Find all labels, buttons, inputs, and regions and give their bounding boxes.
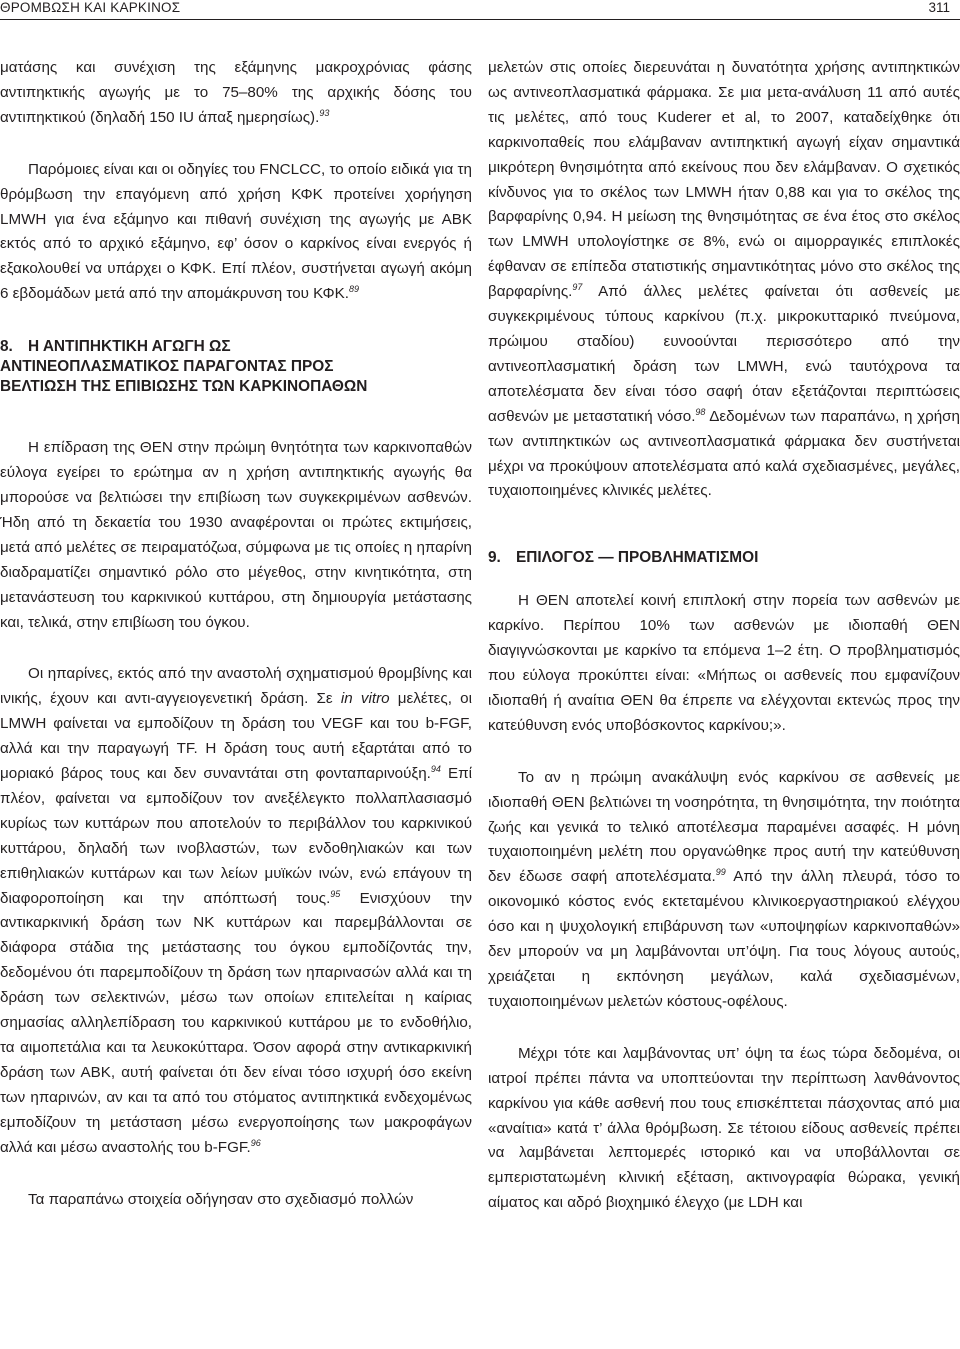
paragraph-effect	[0, 436, 472, 635]
paragraph-text: ματάσης και συνέχιση της εξάμηνης μακροχρόνιας φάσης αντιπηκτικής αγωγής με το 75–80% της αρχικής δόσης του αντιπηκτικού (δηλαδή 150 IU άπαξ ημερησίως).	[0, 59, 472, 126]
paragraph-epilogue	[488, 589, 960, 738]
section-number: 9.	[488, 549, 501, 567]
reference-marker: 93	[319, 107, 330, 118]
reference-marker: 97	[572, 282, 583, 293]
heading-line: ΕΠΙΛΟΓΟΣ — ΠΡΟΒΛΗΜΑΤΙΣΜΟΙ	[516, 549, 759, 567]
reference-marker: 89	[348, 284, 359, 295]
left-column	[0, 56, 472, 1212]
paragraph-meta-analysis	[488, 56, 960, 504]
paragraph-recommendation	[488, 1042, 960, 1216]
reference-marker: 94	[430, 764, 441, 775]
paragraph-text: Οι ηπαρίνες, εκτός από την αναστολή σχηματισμού θρομβίνης και ινικής, έχουν και αντι-αγγειογενετική δράση. Σε	[0, 665, 472, 708]
heading-line: ΑΝΤΙΝΕΟΠΛΑΣΜΑΤΙΚΟΣ ΠΑΡΑΓΟΝΤΑΣ ΠΡΟΣ	[0, 358, 334, 376]
heading-line: Η ΑΝΤΙΠΗΚΤΙΚΗ ΑΓΩΓΗ ΩΣ	[28, 338, 231, 356]
paragraph-text: Ενισχύουν την αντικαρκινική δράση των NK κυττάρων και παρεμβάλλονται σε διάφορα στάδια της μετάστασης του όγκου εμποδίζοντάς την, δεδομένου ότι παρεμποδίζουν τη δράση των ηπαρινασών αλλά και τη δράση των σελεκτινών, μέσω των οποίων επιτελείται η καίριας σημασίας αλληλεπίδραση του καρκινικού κυττάρου με το ενδοθήλιο, τα αιμοπετάλια και τα λευκοκύτταρα. Όσον αφορά στην αντικαρκινική δράση των ΑΒΚ, αυτή φαίνεται ότι δεν είναι τόσο ισχυρή όσο εκείνη των ηπαρινών, αν και τα από του στόματος αντιπηκτικά ενδεχομένως εμποδίζουν τη μετάσταση μέσω ενεργοποίησης των μακροφάγων αλλά και μέσω αναστολής του b-FGF.	[0, 889, 472, 1156]
reference-marker: 98	[695, 406, 706, 417]
page-number: 311	[928, 0, 950, 15]
paragraph-text: Επί πλέον, φαίνεται να εμποδίζουν τον ανεξέλεγκτο πολλαπλασιασμό κυρίως των κυττάρων που αποτελούν το περιβάλλον του καρκινικού κυττάρου, δηλαδή των ινοβλαστών, των ενδοθηλιακών και των επιθηλιακών κυττάρων και των λείων μυϊκών ινών, ενώ επάγουν τη διαφοροποίηση και την απόπτωσή τους.	[0, 765, 472, 907]
paragraph-continued	[0, 56, 472, 131]
header-rule	[0, 19, 960, 20]
paragraph-fnclcc	[0, 158, 472, 307]
reference-marker: 99	[715, 867, 726, 878]
paragraph-text: Παρόμοιες είναι και οι οδηγίες του FNCLCC, το οποίο ειδικά για τη θρόμβωση την επαγόμενη από χρήση ΚΦΚ προτείνει χορήγηση LMWH για ένα εξάμηνο και πιθανή συνέχιση της αγωγής με ΑΒΚ εκτός από το αρχικό εξάμηνο, εφ’ όσον ο καρκίνος είναι ενεργός ή εξακολουθεί να υπάρχει ο ΚΦΚ. Επί πλέον, συστήνεται αγωγή ακόμη 6 εβδομάδων μετά από την απομάκρυνση του ΚΦΚ.	[0, 160, 472, 303]
paragraph-text: Η επίδραση της ΘΕΝ στην πρώιμη θνητότητα των καρκινοπαθών εύλογα εγείρει το ερώτημα αν η χρήση αντιπηκτικής αγωγής θα μπορούσε να βελτιώσει την επιβίωση των συγκεκριμένων ασθενών. Ήδη από τη δεκαετία του 1930 αναφέρονται οι πρώτες εκτιμήσεις, μετά από μελέτες σε πειραματόζωα, σύμφωνα με τις οποίες η ηπαρίνη διαδραματίζει σημαντικό ρόλο στο μέγεθος, στην κινητικότητα, στη μετανάστευση του καρκινικού κυττάρου, στη δημιουργία μετάστασης και, τελικά, στην επιβίωση του όγκου.	[0, 439, 472, 631]
paragraph-early-detection	[488, 766, 960, 1015]
heading-line: ΒΕΛΤΙΩΣΗ ΤΗΣ ΕΠΙΒΙΩΣΗΣ ΤΩΝ ΚΑΡΚΙΝΟΠΑΘΩΝ	[0, 378, 368, 396]
paragraph-text: Τα παραπάνω στοιχεία οδήγησαν στο σχεδιασμό πολλών	[28, 1190, 414, 1208]
running-header-title: ΘΡΟΜΒΩΣΗ ΚΑΙ ΚΑΡΚΙΝΟΣ	[0, 0, 181, 15]
paragraph-heparins	[0, 662, 472, 1160]
paragraph-text: Μέχρι τότε και λαμβάνοντας υπ’ όψη τα έως τώρα δεδομένα, οι ιατροί πρέπει πάντα να υποπτεύονται την περίπτωση λανθάνοντος καρκίνου για κάθε ασθενή που τους επισκέπτεται πάσχοντας από μια «αναίτια» κατά τ’ άλλα θρόμβωση. Σε τέτοιου είδους ασθενείς πρέπει να λαμβάνεται λεπτομερές ιστορικό και να υποβάλλονται σε εμπεριστατωμένη κλινική εξέταση, ακτινογραφία θώρακα, γενική αίματος και αδρό βιοχημικό έλεγχο (με LDH και	[488, 1044, 960, 1212]
paragraph-studies	[0, 1188, 472, 1213]
section-heading-8	[0, 337, 472, 397]
paragraph-text: Από άλλες μελέτες φαίνεται ότι ασθενείς με συγκεκριμένους τύπους καρκίνου (π.χ. μικροκυτταρικό πνεύμονα, πρώιμου σταδίου) ευνοούνται περισσότερο από την αντινεοπλασματική δράση των LMWH, ενώ ταυτόχρονα τα αποτελέσματα δεν είναι τόσο σαφή όταν εξετάζονται περιπτώσεις ασθενών με μεταστατική νόσο.	[488, 283, 960, 425]
reference-marker: 96	[250, 1137, 261, 1148]
paragraph-text: Το αν η πρώιμη ανακάλυψη ενός καρκίνου σε ασθενείς με ιδιοπαθή ΘΕΝ βελτιώνει τη νοσηρότητα, τη θνησιμότητα, την ποιότητα ζωής και γενικά το τελικό αποτέλεσμα παραμένει ασαφές. Η μόνη τυχαιοποιημένη μελέτη που οργανώθηκε προς αυτή την κατεύθυνση δεν έδωσε σαφή αποτελέσματα.	[488, 768, 960, 886]
paragraph-text: Δεδομένων των παραπάνω, η χρήση των αντιπηκτικών ως αντινεοπλασματικά φάρμακα δεν συστήνεται μέχρι να προκύψουν αποτελέσματα από καλά σχεδιασμένες, μεγάλες, τυχαιοποιημένες κλινικές μελέτες.	[488, 407, 960, 500]
section-number: 8.	[0, 338, 13, 356]
right-column	[488, 56, 960, 1216]
italic-term: in vitro	[340, 690, 390, 708]
reference-marker: 95	[330, 888, 341, 899]
running-header	[0, 0, 960, 19]
paragraph-text: Από την άλλη πλευρά, τόσο το οικονομικό κόστος ενός εκτεταμένου κλινικοεργαστηριακού ελέγχου όσο και η ψυχολογική επιβάρυνση των «υποψηφίων καρκινοπαθών» δεν μπορούν να μη λαμβάνονται υπ’όψη. Για τους λόγους αυτούς, χρειάζεται η εκπόνηση μεγάλων, καλά σχεδιασμένων, τυχαιοποιημένων μελετών κόστους-οφέλους.	[488, 868, 960, 1010]
paragraph-text: μελετών στις οποίες διερευνάται η δυνατότητα χρήσης αντιπηκτικών ως αντινεοπλασματικά φάρμακα. Σε μια μετα-ανάλυση 11 από αυτές τις μελέτες, από τους Kuderer et al, το 2007, καταδείχθηκε ότι καρκινοπαθείς που ελάμβαναν αντιπηκτική αγωγή είχαν σημαντικά μικρότερη θνησιμότητα από εκείνους που δεν ελάμβαναν. Ο σχετικός κίνδυνος για το σκέλος των LMWH ήταν 0,88 και για το σκέλος της βαρφαρίνης 0,94. Η μείωση της θνησιμότητας σε ένα έτος στο σκέλος των LMWH υπολογίστηκε σε 8%, ενώ οι αιμορραγικές επιπλοκές έφθαναν σε επίπεδα στατιστικής σημαντικότητας μόνο στο σκέλος της βαρφαρίνης.	[488, 59, 960, 301]
paragraph-text: μελέτες, οι LMWH φαίνεται να εμποδίζουν τη δράση του VEGF και του b-FGF, αλλά και την παραγωγή TF. Η δράση τους αυτή εξαρτάται από το μοριακό βάρος τους και δεν συναντάται στη φονταπαρινούξη.	[0, 690, 472, 783]
section-heading-9	[488, 548, 960, 568]
paragraph-text: Η ΘΕΝ αποτελεί κοινή επιπλοκή στην πορεία των ασθενών με καρκίνο. Περίπου 10% των ασθενών με ιδιοπαθή ΘΕΝ διαγιγνώσκονται με καρκίνο τα επόμενα 1–2 έτη. Ο προβληματισμός που εύλογα προκύπτει είναι: «Μήπως οι ασθενείς που εμφανίζουν ιδιοπαθή ή αναίτια ΘΕΝ θα έπρεπε να ελέγχονται εκτενώς προς την κατεύθυνση ενός υποβόσκοντος καρκίνου;».	[488, 592, 960, 734]
